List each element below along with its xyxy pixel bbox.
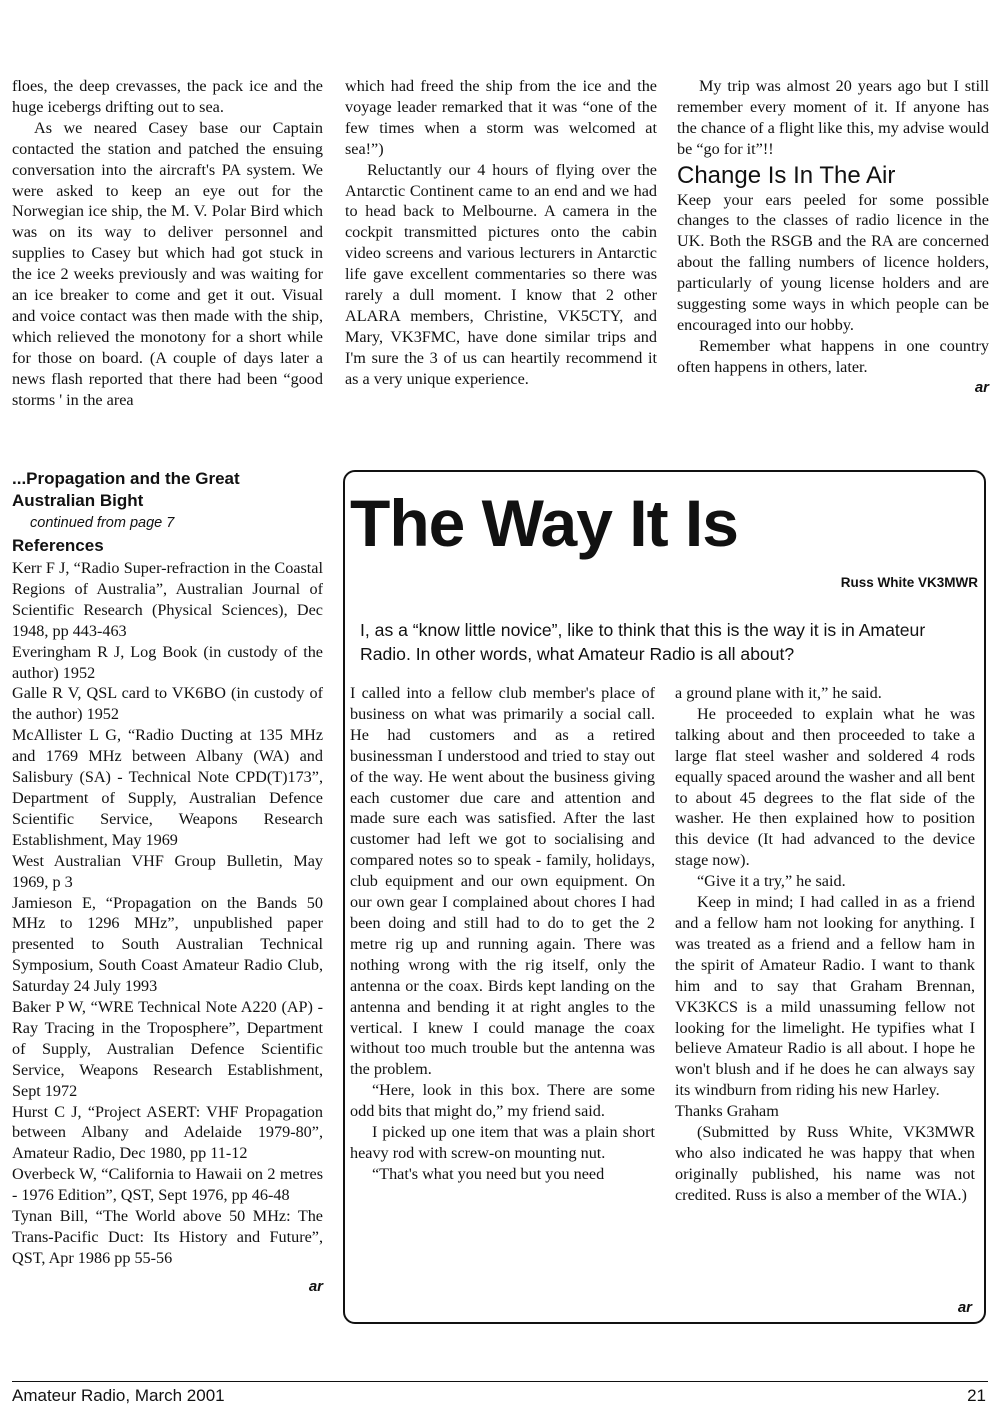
reference-item: Jamieson E, “Propagation on the Bands 50 MHz to 1296 MHz”, unpublished paper presented to South Australian Technical Symposium, South Coast Amateur Radio Club, Saturday 24 July 1993 <box>12 893 323 996</box>
paragraph: He proceeded to explain what he was talking about and then proceeded to take a large flat steel washer and soldered 4 rods equally spaced around the washer and all bent to about 45 degrees to the flat side of the washer. He then explained how to position this device (It had advanced to the device stage now). <box>675 704 975 870</box>
reference-item: West Australian VHF Group Bulletin, May 1969, p 3 <box>12 851 323 891</box>
paragraph: “That's what you need but you need <box>372 1164 605 1183</box>
reference-item: McAllister L G, “Radio Ducting at 135 MHz and 1769 MHz between Albany (WA) and Salisbury (SA) - Technical Note CPD(T)173”, Department of Supply, Australian Defence Scientific Service, Weapons Research Establishment, May 1969 <box>12 726 323 849</box>
article-end-mark: ar <box>974 378 989 396</box>
footer-page-number: 21 <box>967 1386 986 1405</box>
paragraph: I picked up one item that was a plain short heavy rod with screw-on mounting nut. <box>350 1123 655 1162</box>
paragraph: floes, the deep crevasses, the pack ice and the huge icebergs drifting out to sea. <box>12 77 323 116</box>
continued-note: continued from page 7 <box>30 515 175 531</box>
reference-item: Hurst C J, “Project ASERT: VHF Propagation between Albany and Adelaide 1979-80”, Amateur Radio, Dec 1980, pp 11-12 <box>12 1102 323 1163</box>
paragraph: Thanks Graham <box>675 1102 779 1121</box>
propagation-heading-line-1: ...Propagation and the Great <box>12 469 240 488</box>
reference-item: Kerr F J, “Radio Super-refraction in the Coastal Regions of Australia”, Australian Journal of Scientific Research (Physical Sciences), Dec 1948, pp 443-463 <box>12 559 323 640</box>
paragraph: which had freed the ship from the ice and the voyage leader remarked that it was “one of the few times when a storm was welcomed at sea!”) <box>345 77 657 158</box>
paragraph: “Here, look in this box. There are some odd bits that might do,” my friend said. <box>350 1081 655 1121</box>
reference-item: Everingham R J, Log Book (in custody of the author) 1952 <box>12 642 323 682</box>
change-article-heading: Change Is In The Air <box>677 161 896 189</box>
paragraph: My trip was almost 20 years ago but I still remember every moment of it. If anyone has the chance of a flight like this, my advise would be “go for it”!! <box>677 77 989 158</box>
paragraph: As we neared Casey base our Captain contacted the station and patched the ensuing conversation into the aircraft's PA system. We were asked to keep an eye out for the Norwegian ice ship, the M. V. Polar Bird which was on its way to deliver personnel and supplies to Casey but which had got stuck in the ice 2 weeks previously and was waiting for an ice breaker to come and get it out. Visual and voice contact was then made with the ship, which relieved the monotony for a short while for those on board. (A couple of days later a news flash reported that there had been “good storms ' in the area <box>12 118 323 409</box>
paragraph: Reluctantly our 4 hours of flying over the Antarctic Continent came to an end and we had to head back to Melbourne. A camera in the cockpit transmitted pictures onto the cabin video screens and various lecturers in Antarctic life gave excellent commentaries so there was rarely a dull moment. I know that 2 other ALARA members, Christine, VK5CTY, and Mary, VK3FMC, have done similar trips and I'm sure the 3 of us can heartily recommend it as a very unique experience. <box>345 160 657 388</box>
casey-article-column-2 <box>345 76 657 390</box>
reference-item: Overbeck W, “California to Hawaii on 2 metres - 1976 Edition”, QST, Sept 1976, pp 46-48 <box>12 1165 323 1205</box>
footer-publication: Amateur Radio, March 2001 <box>12 1386 225 1405</box>
propagation-heading-line-2: Australian Bight <box>12 491 144 510</box>
casey-article-column-1 <box>12 76 323 411</box>
paragraph: Remember what happens in one country often happens in others, later. <box>677 336 989 376</box>
paragraph: a ground plane with it,” he said. <box>675 684 882 702</box>
article-end-mark: ar <box>957 1299 972 1316</box>
casey-article-column-3 <box>677 76 989 399</box>
paragraph: Keep in mind; I had called in as a friend and a fellow ham not looking for anything. I was treated as a friend and a fellow ham in the spirit of Amateur Radio. I want to thank him and to say that Graham Brennan, VK3KCS is a mild unassuming fellow not looking for the limelight. He typifies what I believe Amateur Radio is all about. I hope he won't blush and if he does he can always say its windburn from riding his new Harley. <box>675 893 975 1100</box>
way-it-is-column-1 <box>350 683 655 1185</box>
reference-item: Galle R V, QSL card to VK6BO (in custody of the author) 1952 <box>12 684 323 724</box>
references-title: References <box>12 536 104 555</box>
reference-item: Baker P W, “WRE Technical Note A220 (AP) - Ray Tracing in the Troposphere”, Department of Supply, Australian Defence Scientific Service, Weapons Research Establishment, Sept 1972 <box>12 998 323 1100</box>
propagation-references-section <box>12 468 323 1298</box>
way-it-is-title: The Way It Is <box>350 486 738 560</box>
article-end-mark: ar <box>308 1277 323 1295</box>
way-it-is-author: Russ White VK3MWR <box>840 575 978 590</box>
way-it-is-intro: I, as a “know little novice”, like to think that this is the way it is in Amateur Radio. In other words, what Amateur Radio is all about? <box>360 620 926 664</box>
paragraph: I called into a fellow club member's place of business on what was primarily a social call. He had customers and as a retired businessman I understood and tried to stay out of the way. He went about the business giving each customer due care and attention and made sure each was satisfied. After the last customer had left we got to socialising and compared notes so to speak - family, holidays, club equipment and our own equipment. On our own gear I complained about chores I had been doing and still had to do to get the 2 metre rig up and running again. There was nothing wrong with the rig itself, only the antenna or the coax. Birds kept landing on the antenna and bending it at right angles to the vertical. I knew I could manage the coax without too much trouble but the antenna was the problem. <box>350 684 655 1079</box>
paragraph: Keep your ears peeled for some possible changes to the classes of radio licence in the UK. Both the RSGB and the RA are concerned about the falling numbers of licence holders, particularly of young license holders and are suggesting some ways in which people can be encouraged into our hobby. <box>677 190 989 334</box>
paragraph: (Submitted by Russ White, VK3MWR who also indicated he was happy that when originally published, his name was not credited. Russ is also a member of the WIA.) <box>675 1123 975 1204</box>
way-it-is-column-2 <box>675 683 975 1206</box>
paragraph: “Give it a try,” he said. <box>697 872 846 891</box>
reference-item: Tynan Bill, “The World above 50 MHz: The Trans-Pacific Duct: Its History and Future”, QST, Apr 1986 pp 55-56 <box>12 1207 323 1267</box>
footer-divider <box>12 1381 988 1382</box>
